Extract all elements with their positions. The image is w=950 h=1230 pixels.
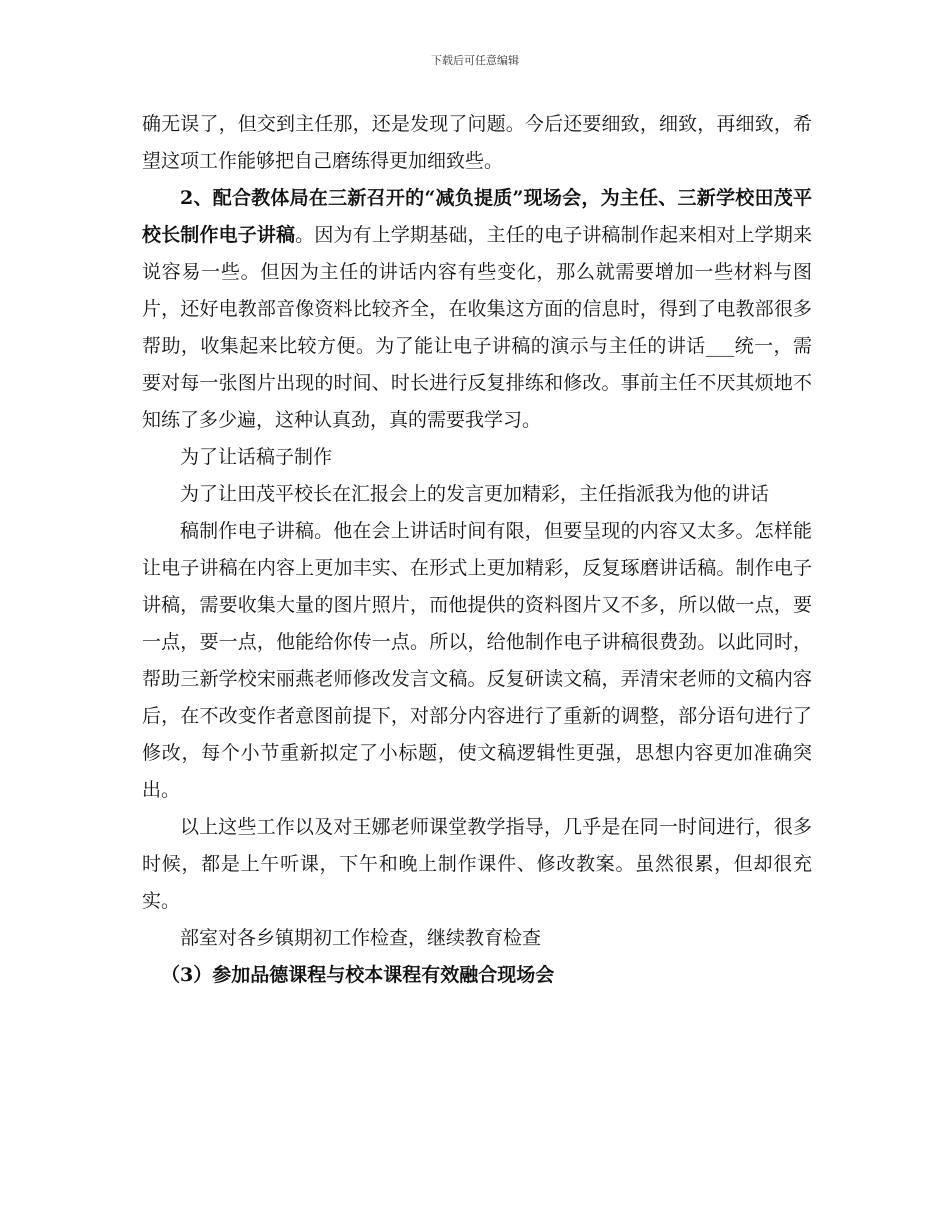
paragraph-6: 以上这些工作以及对王娜老师课堂教学指导，几乎是在同一时间进行，很多时候，都是上午听课，下午和晚上制作课件、修改教案。虽然很累，但却很充实。 — [142, 816, 812, 912]
subheading-3: （3）参加品德课程与校本课程有效融合现场会 — [161, 964, 555, 986]
section-heading: 2、配合教体局在三新召开的“减负提质”现场会，为主任、三新学校田茂平校长制作电子讲稿 — [142, 187, 812, 246]
document-body — [142, 106, 812, 994]
paragraph-3: 为了让话稿子制作 — [180, 446, 333, 468]
paragraph-4: 为了让田茂平校长在汇报会上的发言更加精彩，主任指派我为他的讲话 — [180, 483, 770, 505]
paragraph-2-body: 。因为有上学期基础，主任的电子讲稿制作起来相对上学期来说容易一些。但因为主任的讲话内容有些变化，那么就需要增加一些材料与图片，还好电教部音像资料比较齐全，在收集这方面的信息时，得到了电教部很多帮助，收集起来比较方便。为了能让电子讲稿的演示与主任的讲话___统一，需要对每一张图片出现的时间、时长进行反复排练和修改。事前主任不厌其烦地不知练了多少遍，这种认真劲，真的需要我学习。 — [142, 224, 812, 431]
page-header: 下载后可任意编辑 — [431, 54, 519, 67]
paragraph-2 — [142, 180, 812, 439]
paragraph-1: 确无误了，但交到主任那，还是发现了问题。今后还要细致，细致，再细致，希望这项工作能够把自己磨练得更加细致些。 — [142, 113, 812, 172]
paragraph-5: 稿制作电子讲稿。他在会上讲话时间有限，但要呈现的内容又太多。怎样能让电子讲稿在内容上更加丰实、在形式上更加精彩，反复琢磨讲话稿。制作电子讲稿，需要收集大量的图片照片，而他提供的资料图片又不多，所以做一点，要一点，要一点，他能给你传一点。所以，给他制作电子讲稿很费劲。以此同时，帮助三新学校宋丽燕老师修改发言文稿。反复研读文稿，弄清宋老师的文稿内容后，在不改变作者意图前提下，对部分内容进行了重新的调整，部分语句进行了修改，每个小节重新拟定了小标题，使文稿逻辑性更强，思想内容更加准确突出。 — [142, 520, 812, 801]
paragraph-7: 部室对各乡镇期初工作检查，继续教育检查 — [180, 927, 542, 949]
